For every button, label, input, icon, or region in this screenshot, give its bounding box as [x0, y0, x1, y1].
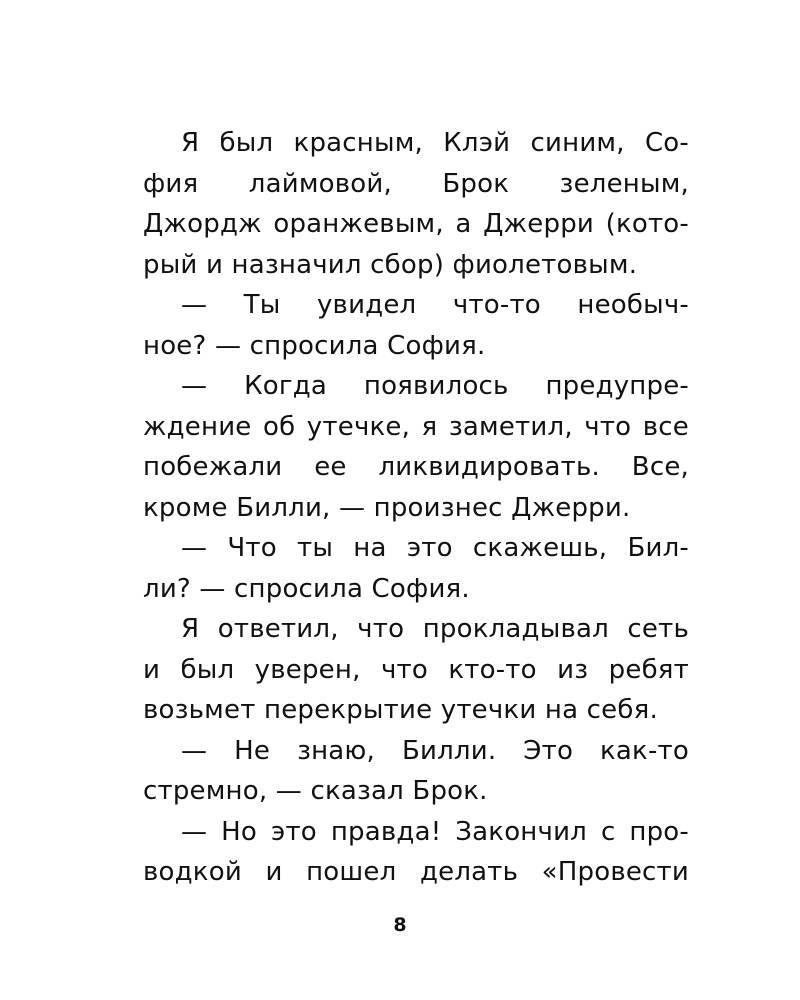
text-line: побежали ее ликвидировать. Все,: [143, 452, 689, 482]
text-line: стремно, — сказал Брок.: [143, 776, 488, 806]
text-line: Я был красным, Клэй синим, Со-: [181, 128, 689, 158]
text-line: ждение об утечке, я заметил, что все: [143, 411, 689, 442]
text-line: рый и назначил сбор) фиолетовым.: [143, 249, 638, 280]
text-line: Я ответил, что прокладывал сеть: [181, 614, 689, 644]
text-line: фия лаймовой, Брок зеленым,: [143, 168, 689, 199]
text-line: ное? — спросила София.: [143, 330, 486, 361]
text-line: — Когда появилось предупре-: [181, 371, 689, 401]
text-line: — Что ты на это скажешь, Бил-: [181, 533, 689, 563]
text-line: — Не знаю, Билли. Это как-то: [181, 735, 689, 766]
text-line: — Ты увидел что-то необыч-: [181, 290, 689, 320]
page-number: 8: [393, 914, 407, 936]
text-line: — Но это правда! Закончил с про-: [181, 816, 689, 847]
body-text: [143, 123, 689, 893]
text-line: водкой и пошел делать «Провести: [143, 857, 689, 887]
text-line: возьмет перекрытие утечки на себя.: [143, 695, 658, 725]
text-line: кроме Билли, — произнес Джерри.: [143, 492, 631, 523]
text-line: Джордж оранжевым, а Джерри (кото-: [143, 209, 689, 239]
text-line: и был уверен, что кто-то из ребят: [143, 654, 689, 685]
text-line: ли? — спросила София.: [143, 573, 470, 604]
